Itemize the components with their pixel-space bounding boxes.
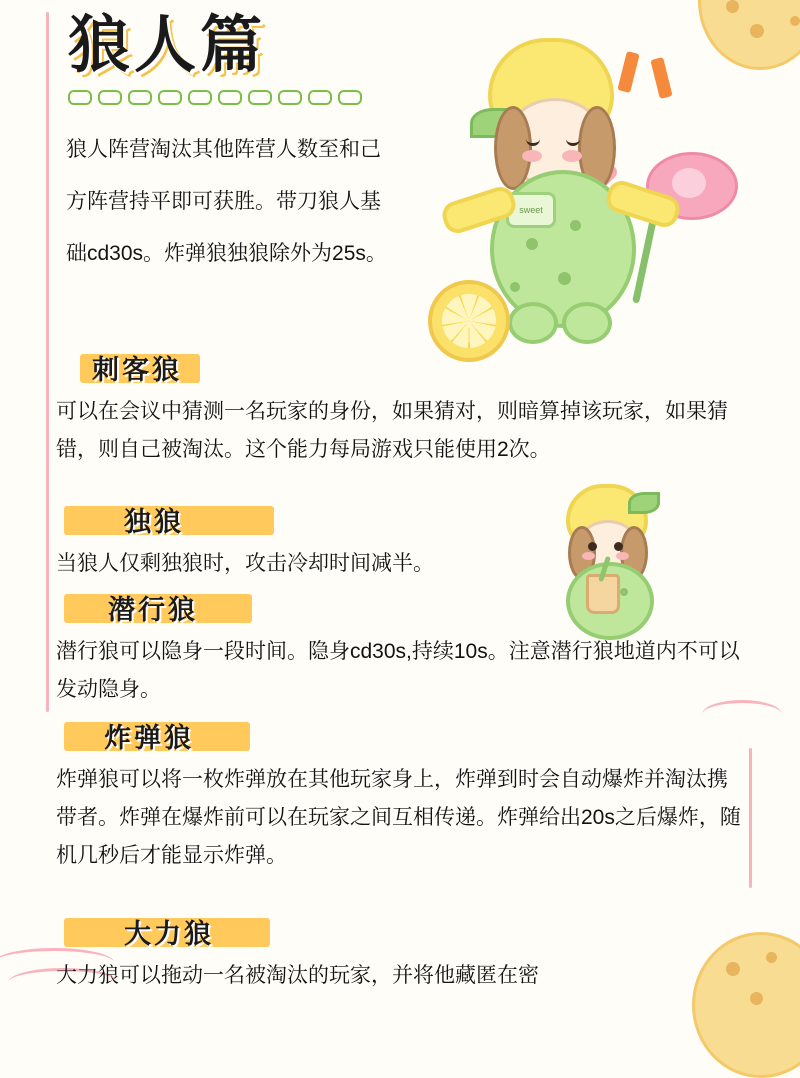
mascot-illustration-small [540, 478, 690, 638]
section-heading-stealth-wolf: 潜行狼 [96, 588, 216, 627]
section-heading-assassin-wolf: 刺客狼 [80, 348, 200, 387]
section-bomb-wolf [56, 716, 756, 875]
mascot-cheek [522, 150, 542, 162]
page-title-block [68, 8, 362, 105]
mascot2-eye [588, 542, 597, 551]
exclamation-mark-icon [650, 57, 672, 99]
flower-center [672, 168, 706, 198]
mascot-leg [508, 302, 558, 344]
mascot2-cheek [582, 552, 595, 560]
mascot-hair-left [494, 106, 532, 190]
section-heading-lone-wolf: 独狼 [112, 500, 202, 539]
mascot2-hat-leaf [628, 492, 660, 514]
section-body-strong-wolf: 大力狼可以拖动一名被淘汰的玩家，并将他藏匿在密 [56, 964, 539, 987]
mascot-body-dot [510, 282, 520, 292]
mascot-badge-label: sweet [519, 205, 543, 215]
intro-paragraph: 狼人阵营淘汰其他阵营人数至和己方阵营持平即可获胜。带刀狼人基础cd30s。炸弹狼独狼除外为25s。 [66, 138, 387, 265]
mascot2-cheek [616, 552, 629, 560]
exclamation-mark-icon [617, 51, 639, 93]
section-assassin-wolf [56, 348, 756, 469]
section-heading-strong-wolf: 大力狼 [112, 912, 232, 951]
mascot2-body-dot [620, 588, 628, 596]
left-vertical-rule [46, 12, 49, 712]
mascot-cheek [562, 150, 582, 162]
mascot-illustration-lemon-girl [410, 10, 740, 340]
page-title: 狼人篇 [68, 8, 267, 81]
mascot-body-dot [526, 238, 538, 250]
mascot-leg [562, 302, 612, 344]
mascot2-eye [614, 542, 623, 551]
title-underline-dashes [68, 90, 362, 105]
section-strong-wolf [56, 912, 756, 995]
mascot-body-dot [558, 272, 571, 285]
section-heading-bomb-wolf: 炸弹狼 [92, 716, 212, 755]
mascot-body-dot [570, 220, 581, 231]
section-body-bomb-wolf: 炸弹狼可以将一枚炸弹放在其他玩家身上，炸弹到时会自动爆炸并淘汰携带者。炸弹在爆炸前可以在玩家之间互相传递。炸弹给出20s之后爆炸，随机几秒后才能显示炸弹。 [56, 768, 741, 867]
section-body-stealth-wolf: 潜行狼可以隐身一段时间。隐身cd30s,持续10s。注意潜行狼地道内不可以发动隐身。 [56, 640, 740, 701]
section-body-assassin-wolf: 可以在会议中猜测一名玩家的身份，如果猜对，则暗算掉该玩家，如果猜错，则自己被淘汰。这个能力每局游戏只能使用2次。 [56, 400, 728, 461]
section-body-lone-wolf: 当狼人仅剩独狼时，攻击冷却时间减半。 [56, 552, 434, 575]
